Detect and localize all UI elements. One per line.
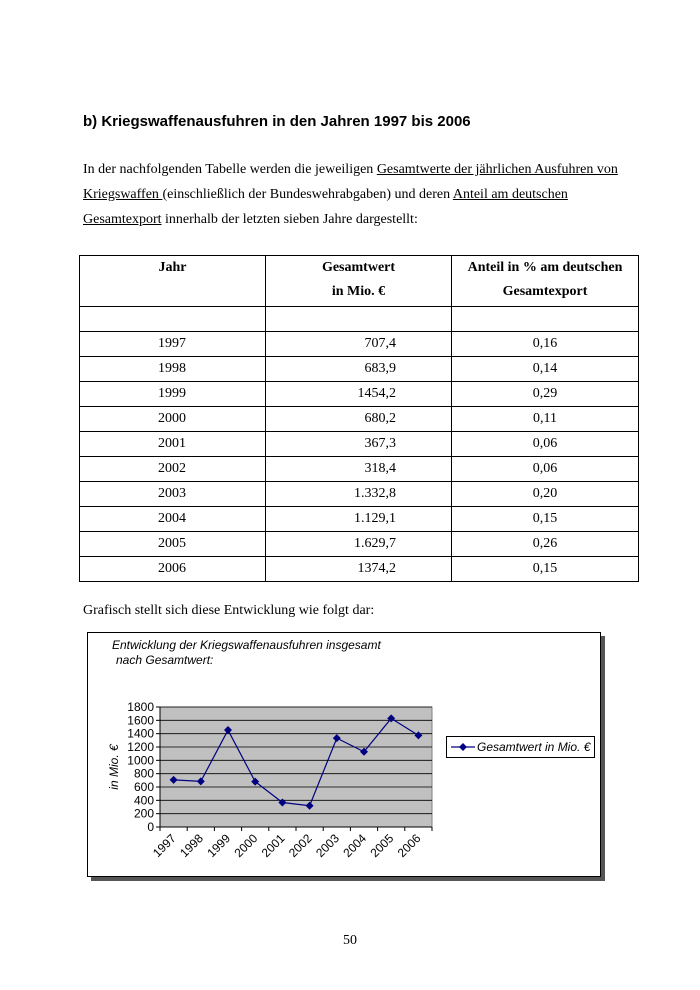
intro-underlined-1: Gesamtwerte der jährlichen Ausfuhren von — [376, 162, 618, 177]
x-tick-label: 1997 — [149, 831, 179, 861]
y-tick-label: 200 — [133, 806, 154, 821]
chart-legend — [446, 736, 595, 758]
cell-year: 2003 — [80, 482, 266, 507]
header-year: Jahr — [80, 256, 266, 307]
cell-value: 680,2 — [266, 407, 452, 432]
cell-year: 2004 — [80, 507, 266, 532]
cell-share: 0,15 — [452, 507, 639, 532]
cell-share: 0,26 — [452, 532, 639, 557]
cell-share: 0,06 — [452, 457, 639, 482]
y-tick-label: 800 — [133, 766, 154, 781]
y-tick-label: 0 — [147, 820, 154, 834]
cell-share: 0,29 — [452, 382, 639, 407]
intro-underlined-4: Gesamtexport — [83, 212, 162, 227]
x-tick-label: 2003 — [313, 831, 342, 861]
chart-title-line1: Entwicklung der Kriegswaffenausfuhren insgesamt — [112, 638, 381, 652]
cell-value: 707,4 — [266, 332, 452, 357]
x-tick-label: 2005 — [367, 831, 397, 861]
cell-year: 2000 — [80, 407, 266, 432]
x-tick-label: 2000 — [231, 831, 261, 861]
cell-year: 2005 — [80, 532, 266, 557]
cell-year: 1998 — [80, 357, 266, 382]
cell-value: 1.629,7 — [266, 532, 452, 557]
plot-area — [160, 707, 432, 827]
cell-share: 0,16 — [452, 332, 639, 357]
legend-label: Gesamtwert in Mio. € — [477, 740, 591, 754]
y-tick-label: 1200 — [127, 740, 154, 754]
cell-share: 0,11 — [452, 407, 639, 432]
cell-share: 0,06 — [452, 432, 639, 457]
x-tick-label: 2002 — [285, 831, 315, 861]
cell-value: 683,9 — [266, 357, 452, 382]
y-tick-label: 1400 — [127, 726, 154, 741]
y-tick-label: 1800 — [127, 700, 154, 714]
cell-value: 1454,2 — [266, 382, 452, 407]
legend-marker-icon — [451, 741, 475, 753]
intro-underlined-2: Kriegswaffen — [83, 187, 163, 202]
x-tick-label: 2006 — [394, 831, 424, 861]
cell-value: 367,3 — [266, 432, 452, 457]
x-tick-label: 2001 — [258, 831, 288, 861]
x-tick-label: 2004 — [340, 831, 370, 861]
intro-text-1: In der nachfolgenden Tabelle werden die jeweiligen — [83, 162, 377, 177]
cell-value: 318,4 — [266, 457, 452, 482]
intro-text-3: innerhalb der letzten sieben Jahre dargestellt: — [161, 212, 418, 227]
cell-year: 2006 — [80, 557, 266, 582]
cell-value: 1374,2 — [266, 557, 452, 582]
y-axis-label: in Mio. € — [107, 744, 121, 790]
y-tick-label: 1600 — [127, 713, 154, 728]
intro-underlined-3: Anteil am deutschen — [452, 187, 568, 202]
cell-value: 1.332,8 — [266, 482, 452, 507]
cell-year: 1997 — [80, 332, 266, 357]
cell-share: 0,20 — [452, 482, 639, 507]
chart-caption: Grafisch stellt sich diese Entwicklung wie folgt dar: — [83, 603, 375, 618]
x-tick-label: 1998 — [177, 831, 206, 861]
cell-year: 2002 — [80, 457, 266, 482]
y-tick-label: 600 — [133, 780, 154, 794]
x-tick-label: 1999 — [204, 831, 234, 861]
cell-year: 2001 — [80, 432, 266, 457]
section-heading: b) Kriegswaffenausfuhren in den Jahren 1997 bis 2006 — [83, 113, 471, 130]
y-tick-label: 400 — [133, 793, 154, 808]
page-number: 50 — [343, 933, 357, 948]
cell-share: 0,14 — [452, 357, 639, 382]
cell-year: 1999 — [80, 382, 266, 407]
cell-share: 0,15 — [452, 557, 639, 582]
intro-text-2: (einschließlich der Bundeswehrabgaben) und deren — [162, 187, 453, 202]
cell-value: 1.129,1 — [266, 507, 452, 532]
header-total-value: Gesamtwert in Mio. € — [266, 256, 452, 307]
y-tick-label: 1000 — [127, 753, 154, 768]
chart-title-line2: nach Gesamtwert: — [116, 653, 214, 667]
header-share: Anteil in % am deutschen Gesamtexport — [452, 256, 639, 307]
